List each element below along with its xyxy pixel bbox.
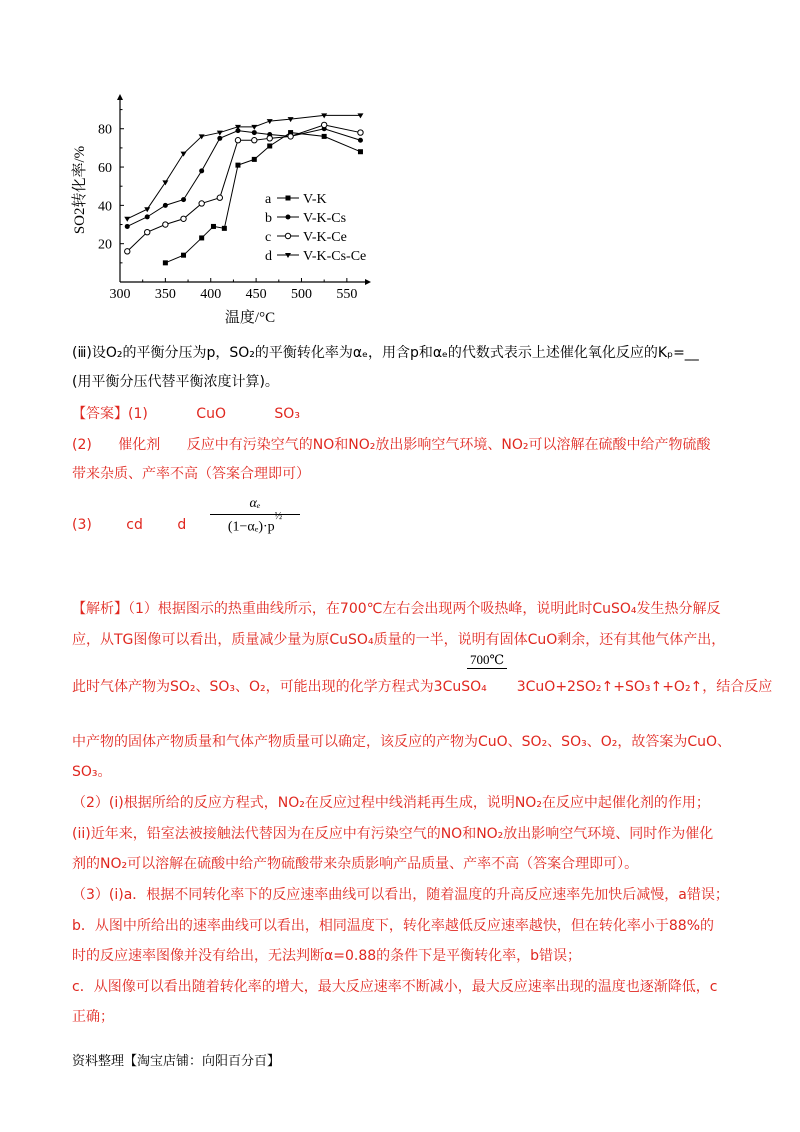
data-point-b <box>252 130 257 135</box>
data-point-b <box>217 136 222 141</box>
chart-legend <box>265 192 366 264</box>
footer-source: 资料整理【淘宝店铺：向阳百分百】 <box>72 1054 281 1069</box>
analysis-tag: 【解析】 <box>72 601 128 617</box>
x-tick-label: 450 <box>245 287 267 302</box>
kp-denominator: (1−αₑ)·p <box>227 519 275 535</box>
data-point-b <box>358 138 363 143</box>
so2-conversion-chart <box>60 90 380 340</box>
fraction-bar <box>210 514 300 515</box>
x-tick-label: 500 <box>290 287 312 302</box>
answer-3-number: (3) <box>72 517 92 533</box>
answer-line-2b: 带来杂质、产率不高（答案合理即可） <box>72 466 310 482</box>
analysis-p1-line2: 应，从TG图像可以看出，质量减少量为原CuSO₄质量的一半，说明有固体CuO剩余，还有其他气体产出， <box>72 632 726 648</box>
analysis-p2-line1: （2）(i)根据所给的反应方程式，NO₂在反应过程中线消耗再生成，说明NO₂在反应中起催化剂的作用； <box>72 795 710 811</box>
analysis-p1-line5: SO₃。 <box>72 764 112 780</box>
data-point-c <box>163 222 168 227</box>
data-point-c <box>181 216 186 221</box>
equation-products: 3CuO+2SO₂↑+SO₃↑+O₂↑，结合反应 <box>516 679 773 695</box>
data-point-b <box>199 168 204 173</box>
legend-label-c: V-K-Ce <box>303 230 347 245</box>
kp-exponent: ½ <box>274 511 283 522</box>
analysis-p1-line3 <box>72 677 772 697</box>
data-point-b <box>181 197 186 202</box>
data-point-c <box>321 122 326 127</box>
y-axis-arrow <box>117 94 123 100</box>
question-3iii-line2: (用平衡分压代替平衡浓度计算)。 <box>72 374 279 390</box>
kp-numerator: αₑ <box>249 496 261 511</box>
y-tick-label: 20 <box>98 237 112 253</box>
data-point-c <box>288 134 293 139</box>
data-point-a <box>235 163 240 168</box>
question-3iii-line1: (ⅲ)设O₂的平衡分压为p，SO₂的平衡转化率为αₑ，用含p和αₑ的代数式表示上述催化氧化反应的Kₚ=__ <box>72 345 699 361</box>
analysis-p1-line1 <box>72 599 721 619</box>
y-axis-label: SO2转化率/% <box>72 145 88 235</box>
data-point-b <box>125 224 130 229</box>
data-point-a <box>181 253 186 258</box>
data-point-c <box>217 195 222 200</box>
legend-letter-a: a <box>265 192 272 207</box>
answer-tag: 【答案】 <box>72 406 128 422</box>
data-point-c <box>358 130 363 135</box>
x-axis-label: 温度/°C <box>224 310 276 326</box>
legend-marker-c <box>285 233 290 238</box>
answer-line-1 <box>72 404 300 424</box>
kp-fraction <box>210 496 300 536</box>
analysis-p3-line2: b．从图中所给出的速率曲线可以看出，相同温度下，转化率越低反应速率越快，但在转化率小于88%的 <box>72 918 715 934</box>
answer-2-text: 反应中有污染空气的NO和NO₂放出影响空气环境、NO₂可以溶解在硫酸中给产物硫酸 <box>186 437 711 453</box>
y-tick-label: 60 <box>98 161 112 177</box>
data-point-d <box>181 152 187 157</box>
data-point-a <box>163 260 168 265</box>
legend-letter-d: d <box>265 249 272 264</box>
x-tick-label: 550 <box>336 287 358 302</box>
data-point-c <box>235 138 240 143</box>
answer-line-2 <box>72 435 710 455</box>
data-point-a <box>322 134 327 139</box>
y-tick-label: 80 <box>98 122 112 138</box>
x-tick-label: 350 <box>154 287 176 302</box>
chart-axes <box>98 94 371 302</box>
data-point-a <box>252 157 257 162</box>
data-point-d <box>124 217 130 222</box>
data-point-a <box>199 235 204 240</box>
answer-2-number: (2) <box>72 437 92 453</box>
answer-1-number: (1) <box>128 406 148 422</box>
x-axis-arrow <box>365 279 371 285</box>
analysis-p3-line4: c．从图像可以看出随着转化率的增大，最大反应速率不断减小，最大反应速率出现的温度也逐渐降低，c <box>72 979 718 995</box>
legend-label-d: V-K-Cs-Ce <box>303 249 367 264</box>
analysis-p1-line4: 中产物的固体产物质量和气体产物质量可以确定，该反应的产物为CuO、SO₂、SO₃、O₂，故答案为CuO、 <box>72 734 732 750</box>
analysis-p3-line1: （3）(i)a．根据不同转化率下的反应速率曲线可以看出，随着温度的升高反应速率先加快后减慢，a错误； <box>72 887 729 903</box>
analysis-p2-line2: (ii)近年来，铅室法被接触法代替因为在反应中有污染空气的NO和NO₂放出影响空气环境、同时作为催化 <box>72 826 714 842</box>
answer-3-value-2: d <box>177 517 187 533</box>
analysis-p3-line5: 正确； <box>72 1009 114 1025</box>
data-point-c <box>125 249 130 254</box>
legend-marker-a <box>286 196 291 201</box>
data-point-a <box>222 226 227 231</box>
x-tick-label: 400 <box>200 287 222 302</box>
y-tick-label: 40 <box>98 199 112 215</box>
equation-reactants: 此时气体产物为SO₂、SO₃、O₂，可能出现的化学方程式为3CuSO₄ <box>72 679 487 695</box>
reaction-condition: 700℃ <box>467 652 507 669</box>
answer-3-value-1: cd <box>126 517 143 533</box>
data-point-c <box>145 229 150 234</box>
data-point-d <box>357 113 363 118</box>
data-point-a <box>211 224 216 229</box>
analysis-p2-line3: 剂的NO₂可以溶解在硫酸中给产物硫酸带来杂质影响产品质量、产率不高（答案合理即可）。 <box>72 856 639 872</box>
data-point-a <box>358 149 363 154</box>
legend-letter-b: b <box>265 211 272 226</box>
data-point-c <box>252 138 257 143</box>
data-point-c <box>267 136 272 141</box>
answer-1-value-1: CuO <box>196 406 226 422</box>
data-point-c <box>199 201 204 206</box>
x-tick-label: 300 <box>109 287 131 302</box>
legend-marker-b <box>286 215 291 220</box>
data-point-b <box>163 203 168 208</box>
analysis-p3-line3: 时的反应速率图像并没有给出，无法判断α=0.88的条件下是平衡转化率，b错误； <box>72 948 582 964</box>
data-point-b <box>145 214 150 219</box>
answer-2-value-1: 催化剂 <box>118 437 161 453</box>
answer-line-3 <box>72 515 186 535</box>
legend-label-a: V-K <box>303 192 327 207</box>
legend-letter-c: c <box>265 230 272 245</box>
data-point-a <box>267 143 272 148</box>
answer-1-value-2: SO₃ <box>274 406 300 422</box>
legend-label-b: V-K-Cs <box>303 211 347 226</box>
analysis-text: （1）根据图示的热重曲线所示，在700℃左右会出现两个吸热峰，说明此时CuSO₄发生热分解反 <box>128 601 721 617</box>
